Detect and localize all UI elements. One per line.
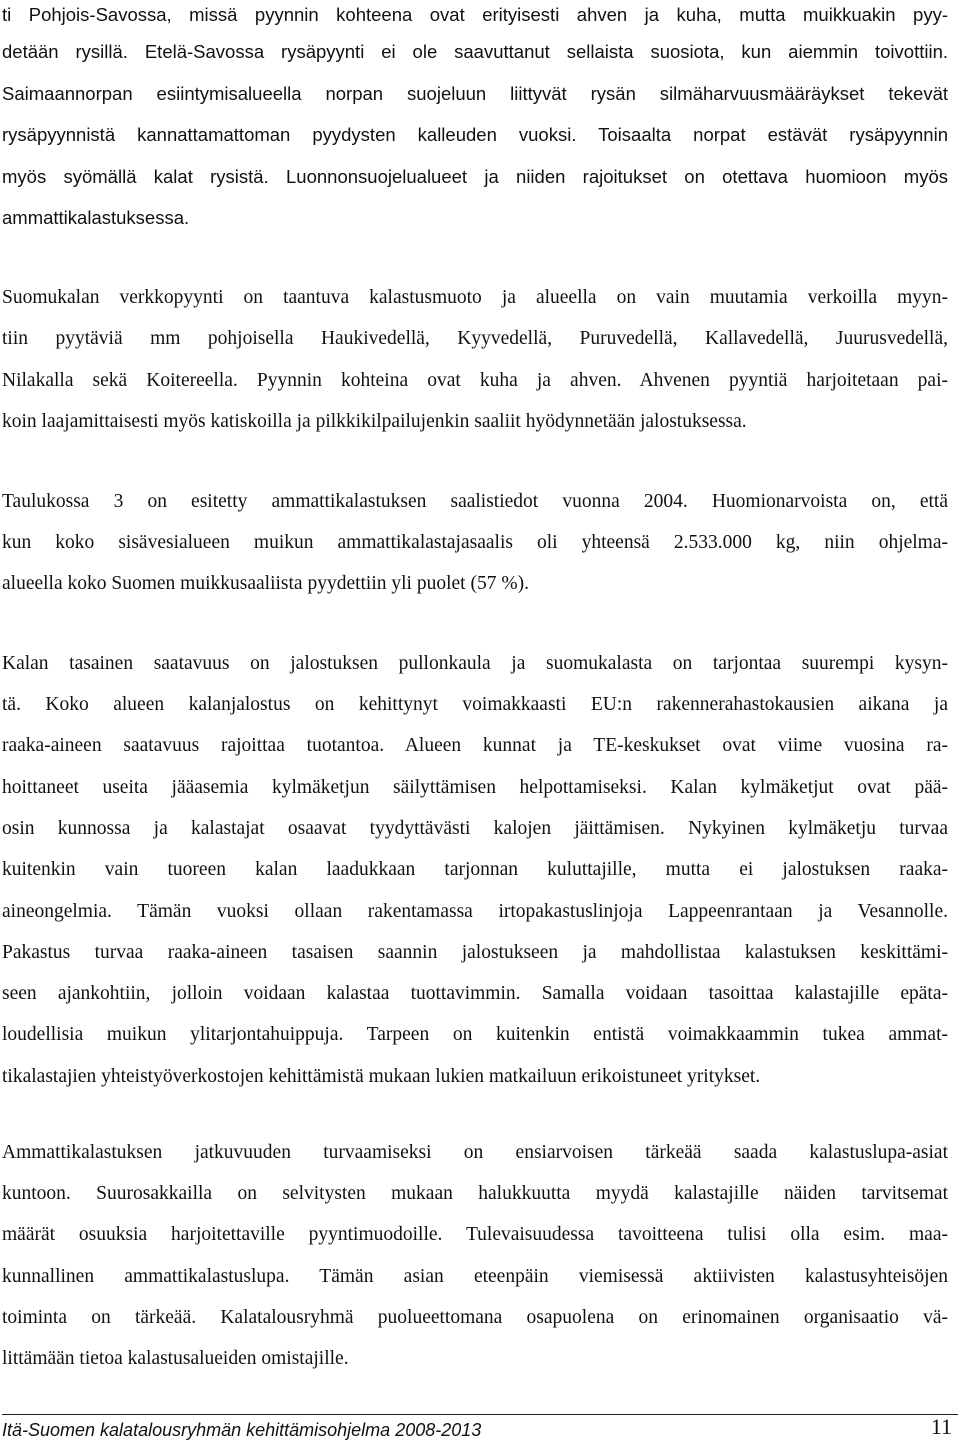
text-line: tikalastajien yhteistyöverkostojen kehittämistä mukaan lukien matkailuun erikoistuneet yritykset. xyxy=(2,1066,761,1087)
text-line: aineongelmia. Tämän vuoksi ollaan rakentamassa irtopakastuslinjoja Lappeenrantaan ja Vesannolle. xyxy=(2,901,948,922)
text-line: ammattikalastuksessa. xyxy=(2,207,190,228)
text-line: rysäpyynnistä kannattamattoman pyydysten kalleuden vuoksi. Toisaalta norpat estävät rysäpyynnin xyxy=(2,124,948,145)
page-number: 11 xyxy=(930,1414,952,1439)
text-line: detään rysillä. Etelä-Savossa rysäpyynti ei ole saavuttanut sellaista suosiota, kun aiemmin toivottiin. xyxy=(2,41,948,62)
text-line: raaka-aineen saatavuus rajoittaa tuotantoa. Alueen kunnat ja TE-keskukset ovat viime vuosina ra- xyxy=(2,735,948,756)
text-line: kunnallinen ammattikalastuslupa. Tämän asian eteenpäin viemisessä aktiivisten kalastusyhteisöjen xyxy=(2,1266,948,1287)
text-line: määrät osuuksia harjoitettaville pyyntimuodoille. Tulevaisuudessa tavoitteena tulisi olla esim. maa- xyxy=(2,1224,948,1245)
text-line: Kalan tasainen saatavuus on jalostuksen pullonkaula ja suomukalasta on tarjontaa suurempi kysyn- xyxy=(2,653,948,674)
footer-divider xyxy=(2,1414,958,1415)
text-line: hoittaneet useita jääasemia kylmäketjun säilyttämisen helpottamiseksi. Kalan kylmäketjut ovat pää- xyxy=(2,777,948,798)
text-line: ti Pohjois-Savossa, missä pyynnin kohteena ovat erityisesti ahven ja kuha, mutta muikkuakin pyy- xyxy=(2,4,948,25)
text-line: myös syömällä kalat rysistä. Luonnonsuojelualueet ja niiden rajoitukset on otettava huomioon myös xyxy=(2,166,948,187)
text-line: littämään tietoa kalastusalueiden omistajille. xyxy=(2,1348,349,1369)
text-line: kuntoon. Suurosakkailla on selvitysten mukaan halukkuutta myydä kalastajille näiden tarvitsemat xyxy=(2,1183,948,1204)
footer-title: Itä-Suomen kalatalousryhmän kehittämisohjelma 2008-2013 xyxy=(2,1420,482,1440)
text-line: osin kunnossa ja kalastajat osaavat tyydyttävästi kalojen jäittämisen. Nykyinen kylmäketju turvaa xyxy=(2,818,948,839)
text-line: Pakastus turvaa raaka-aineen tasaisen saannin jalostukseen ja mahdollistaa kalastuksen keskittämi- xyxy=(2,942,948,963)
text-line: kuitenkin vain tuoreen kalan laadukkaan tarjonnan kuluttajille, mutta ei jalostuksen raaka- xyxy=(2,859,948,880)
text-line: seen ajankohtiin, jolloin voidaan kalastaa tuottavimmin. Samalla voidaan tasoittaa kalastajille epäta- xyxy=(2,983,948,1004)
text-line: koin laajamittaisesti myös katiskoilla ja pilkkikilpailujenkin saaliit hyödynnetään jalostuksessa. xyxy=(2,411,747,432)
text-line: Suomukalan verkkopyynti on taantuva kalastusmuoto ja alueella on vain muutamia verkoilla myyn- xyxy=(2,287,948,308)
text-line: tiin pyytäviä mm pohjoisella Haukivedellä, Kyyvedellä, Puruvedellä, Kallavedellä, Juurusvedellä, xyxy=(2,328,948,349)
text-line: kun koko sisävesialueen muikun ammattikalastajasaalis oli yhteensä 2.533.000 kg, niin ohjelma- xyxy=(2,532,948,553)
text-line: alueella koko Suomen muikkusaaliista pyydettiin yli puolet (57 %). xyxy=(2,573,529,594)
text-line: Saimaannorpan esiintymisalueella norpan suojeluun liittyvät rysän silmäharvuusmääräykset tekevät xyxy=(2,83,948,104)
text-line: loudellisia muikun ylitarjontahuippuja. Tarpeen on kuitenkin entistä voimakkaammin tukea ammat- xyxy=(2,1024,948,1045)
text-line: Taulukossa 3 on esitetty ammattikalastuksen saalistiedot vuonna 2004. Huomionarvoista on, että xyxy=(2,491,948,512)
text-line: tä. Koko alueen kalanjalostus on kehittynyt voimakkaasti EU:n rakennerahastokausien aikana ja xyxy=(2,694,948,715)
text-line: Nilakalla sekä Koitereella. Pyynnin kohteina ovat kuha ja ahven. Ahvenen pyyntiä harjoitetaan pai- xyxy=(2,370,948,391)
text-line: Ammattikalastuksen jatkuvuuden turvaamiseksi on ensiarvoisen tärkeää saada kalastuslupa-asiat xyxy=(2,1142,948,1163)
text-line: toiminta on tärkeää. Kalatalousryhmä puolueettomana osapuolena on erinomainen organisaatio vä- xyxy=(2,1307,948,1328)
